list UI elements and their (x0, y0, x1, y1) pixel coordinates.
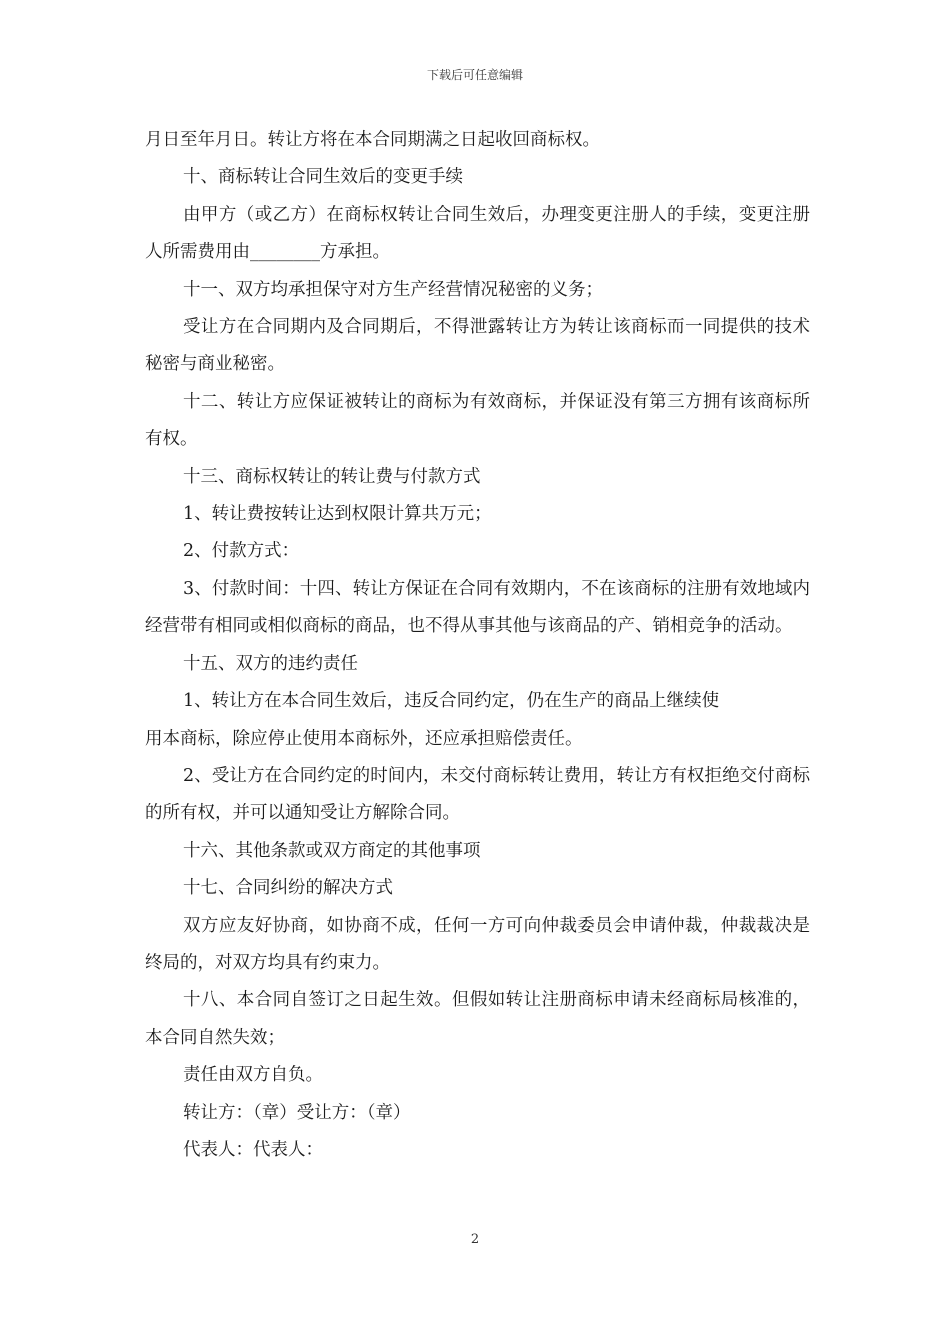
paragraph-16: 十七、合同纠纷的解决方式 (183, 878, 393, 899)
page-header: 下载后可任意编辑 (426, 68, 523, 82)
paragraph-9: 2、付款方式： (183, 541, 300, 562)
page-number: 2 (470, 1232, 480, 1247)
paragraph-19: 责任由双方自负。 (183, 1065, 323, 1086)
paragraph-15: 十六、其他条款或双方商定的其他事项 (183, 840, 481, 861)
paragraph-1: 月日至年月日。转让方将在本合同期满之日起收回商标权。 (145, 130, 600, 150)
paragraph-2: 十、商标转让合同生效后的变更手续 (183, 167, 463, 188)
paragraph-21: 代表人：代表人： (183, 1139, 323, 1160)
paragraph-17: 双方应友好协商，如协商不成，任何一方可向仲裁委员会申请仲裁，仲裁裁决是终局的，对双方均具有约束力。 (145, 915, 810, 973)
paragraph-8: 1、转让费按转让达到权限计算共万元； (183, 504, 492, 525)
paragraph-7: 十三、商标权转让的转让费与付款方式 (183, 466, 481, 487)
paragraph-20: 转让方：（章）受让方：（章） (183, 1102, 411, 1123)
paragraph-18: 十八、本合同自签订之日起生效。但假如转让注册商标申请未经商标局核准的，本合同自然失效； (145, 990, 810, 1048)
paragraph-14: 2、受让方在合同约定的时间内，未交付商标转让费用，转让方有权拒绝交付商标的所有权，并可以通知受让方解除合同。 (145, 765, 810, 824)
paragraph-13: 用本商标，除应停止使用本商标外，还应承担赔偿责任。 (145, 728, 583, 749)
paragraph-5: 受让方在合同期内及合同期后，不得泄露转让方为转让该商标而一同提供的技术秘密与商业秘密。 (145, 317, 810, 375)
paragraph-6: 十二、转让方应保证被转让的商标为有效商标，并保证没有第三方拥有该商标所有权。 (145, 391, 810, 450)
paragraph-11: 十五、双方的违约责任 (183, 653, 358, 674)
paragraph-12: 1、转让方在本合同生效后，违反合同约定，仍在生产的商品上继续使 (183, 691, 720, 712)
paragraph-3: 由甲方（或乙方）在商标权转让合同生效后，办理变更注册人的手续，变更注册人所需费用由________方承担。 (145, 204, 810, 263)
paragraph-4: 十一、双方均承担保守对方生产经营情况秘密的义务； (183, 279, 603, 300)
document-body (145, 122, 810, 1169)
paragraph-10: 3、付款时间：十四、转让方保证在合同有效期内，不在该商标的注册有效地域内经营带有相同或相似商标的商品，也不得从事其他与该商品的产、销相竞争的活动。 (145, 578, 810, 637)
